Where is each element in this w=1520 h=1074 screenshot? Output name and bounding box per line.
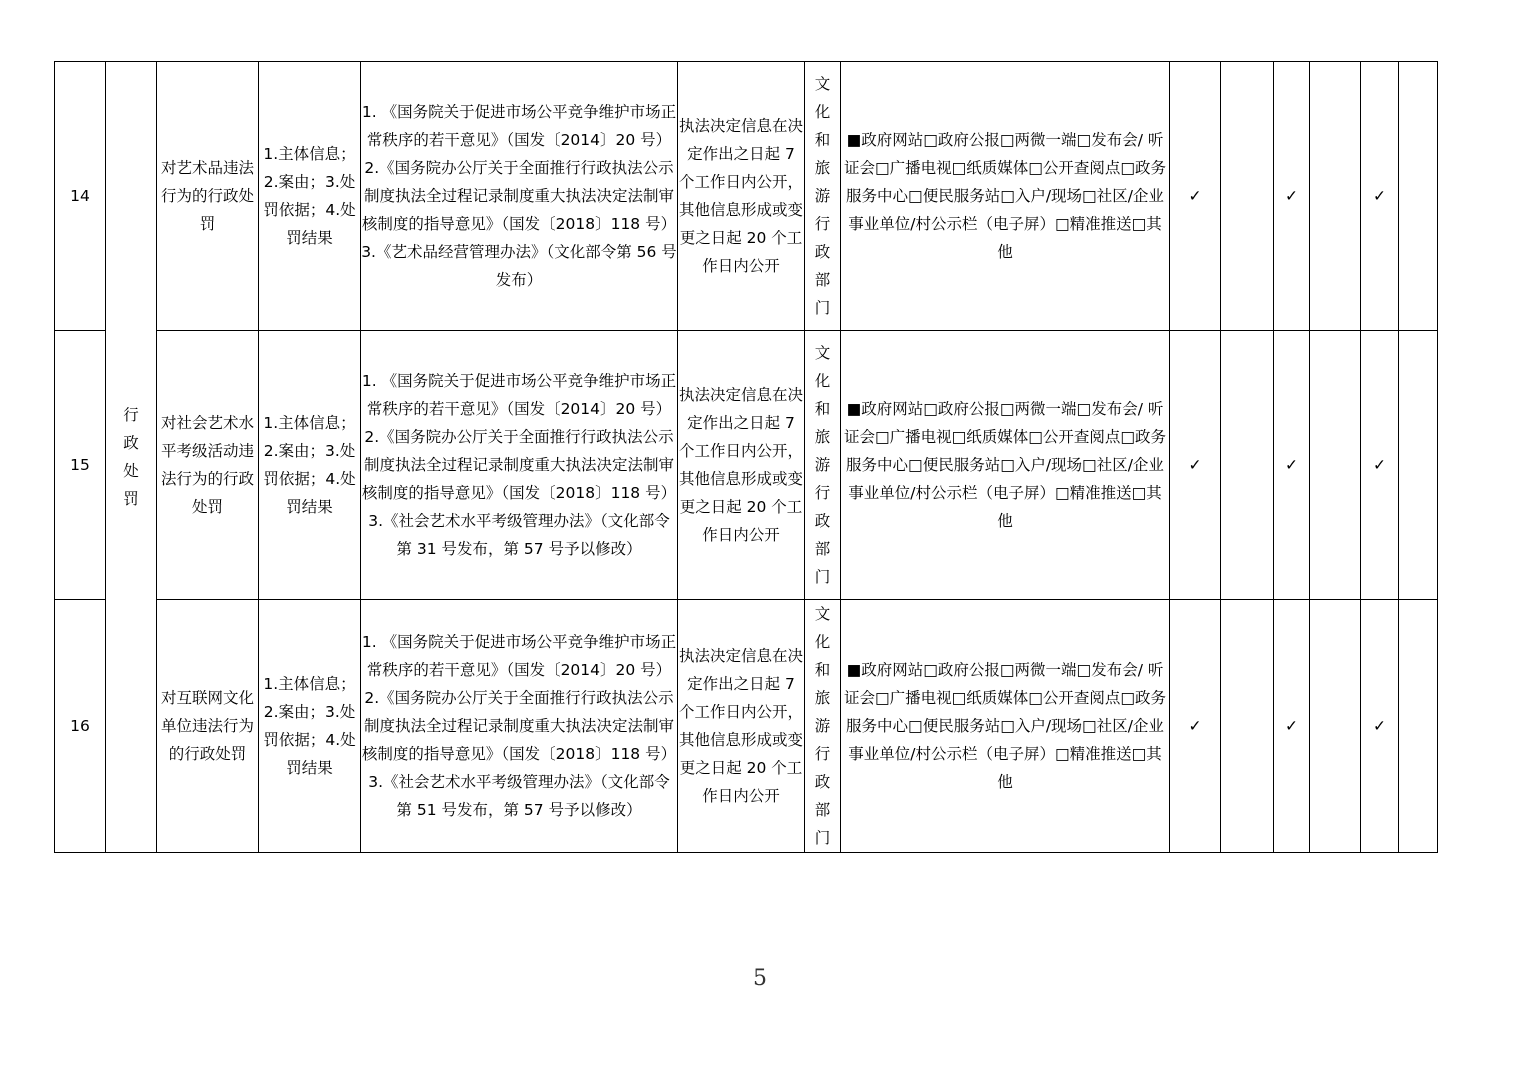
check-mark-cell: ✓ bbox=[1170, 62, 1221, 331]
check-mark-cell bbox=[1399, 600, 1438, 853]
disclosure-timing: 执法决定信息在决定作出之日起 7 个工作日内公开，其他信息形成或变更之日起 20 个工作日内公开 bbox=[678, 600, 805, 853]
check-mark-cell bbox=[1310, 600, 1361, 853]
check-mark-cell bbox=[1221, 331, 1274, 600]
disclosure-channels: ■政府网站□政府公报□两微一端□发布会/ 听证会□广播电视□纸质媒体□公开查阅点□政务服务中心□便民服务站□入户/现场□社区/企业事业单位/村公示栏（电子屏）□精准推送□其他 bbox=[841, 331, 1170, 600]
row-number: 14 bbox=[55, 62, 106, 331]
table-row bbox=[55, 62, 1438, 331]
disclosure-channels: ■政府网站□政府公报□两微一端□发布会/ 听证会□广播电视□纸质媒体□公开查阅点□政务服务中心□便民服务站□入户/现场□社区/企业事业单位/村公示栏（电子屏）□精准推送□其他 bbox=[841, 62, 1170, 331]
check-mark-cell: ✓ bbox=[1361, 331, 1399, 600]
check-mark-cell: ✓ bbox=[1361, 62, 1399, 331]
check-mark-cell bbox=[1221, 600, 1274, 853]
disclosure-content: 1.主体信息；2.案由；3.处罚依据；4.处罚结果 bbox=[259, 600, 361, 853]
item-name: 对社会艺术水平考级活动违法行为的行政处罚 bbox=[157, 331, 259, 600]
row-number: 16 bbox=[55, 600, 106, 853]
disclosure-timing: 执法决定信息在决定作出之日起 7 个工作日内公开，其他信息形成或变更之日起 20 个工作日内公开 bbox=[678, 331, 805, 600]
check-mark-cell bbox=[1221, 62, 1274, 331]
check-mark-cell: ✓ bbox=[1170, 600, 1221, 853]
check-mark-cell: ✓ bbox=[1274, 62, 1310, 331]
table-row bbox=[55, 331, 1438, 600]
check-mark-cell bbox=[1399, 62, 1438, 331]
disclosure-content: 1.主体信息；2.案由；3.处罚依据；4.处罚结果 bbox=[259, 62, 361, 331]
disclosure-timing: 执法决定信息在决定作出之日起 7 个工作日内公开，其他信息形成或变更之日起 20 个工作日内公开 bbox=[678, 62, 805, 331]
disclosure-subject: 文化和旅游行政部门 bbox=[805, 331, 841, 600]
category-cell bbox=[106, 62, 157, 853]
disclosure-subject: 文化和旅游行政部门 bbox=[805, 62, 841, 331]
disclosure-content: 1.主体信息；2.案由；3.处罚依据；4.处罚结果 bbox=[259, 331, 361, 600]
check-mark-cell bbox=[1310, 62, 1361, 331]
table-row bbox=[55, 600, 1438, 853]
disclosure-table bbox=[54, 61, 1438, 853]
legal-basis: 1. 《国务院关于促进市场公平竞争维护市场正常秩序的若干意见》（国发〔2014〕20 号）2.《国务院办公厅关于全面推行行政执法公示制度执法全过程记录制度重大执法决定法制审核制度的指导意见》（国发〔2018〕118 号）3.《艺术品经营管理办法》（文化部令第 56 号发布） bbox=[361, 62, 678, 331]
check-mark-cell: ✓ bbox=[1361, 600, 1399, 853]
disclosure-subject: 文化和旅游行政部门 bbox=[805, 600, 841, 853]
check-mark-cell bbox=[1399, 331, 1438, 600]
check-mark-cell: ✓ bbox=[1274, 600, 1310, 853]
legal-basis: 1. 《国务院关于促进市场公平竞争维护市场正常秩序的若干意见》（国发〔2014〕20 号）2.《国务院办公厅关于全面推行行政执法公示制度执法全过程记录制度重大执法决定法制审核制度的指导意见》（国发〔2018〕118 号）3.《社会艺术水平考级管理办法》（文化部令第 51 号发布，第 57 号予以修改） bbox=[361, 600, 678, 853]
disclosure-channels: ■政府网站□政府公报□两微一端□发布会/ 听证会□广播电视□纸质媒体□公开查阅点□政务服务中心□便民服务站□入户/现场□社区/企业事业单位/村公示栏（电子屏）□精准推送□其他 bbox=[841, 600, 1170, 853]
item-name: 对艺术品违法行为的行政处罚 bbox=[157, 62, 259, 331]
check-mark-cell: ✓ bbox=[1274, 331, 1310, 600]
check-mark-cell bbox=[1310, 331, 1361, 600]
check-mark-cell: ✓ bbox=[1170, 331, 1221, 600]
page-number: 5 bbox=[753, 966, 767, 991]
category-label: 行政处罚 bbox=[123, 406, 139, 508]
row-number: 15 bbox=[55, 331, 106, 600]
legal-basis: 1. 《国务院关于促进市场公平竞争维护市场正常秩序的若干意见》（国发〔2014〕20 号）2.《国务院办公厅关于全面推行行政执法公示制度执法全过程记录制度重大执法决定法制审核制度的指导意见》（国发〔2018〕118 号）3.《社会艺术水平考级管理办法》（文化部令第 31 号发布，第 57 号予以修改） bbox=[361, 331, 678, 600]
item-name: 对互联网文化单位违法行为的行政处罚 bbox=[157, 600, 259, 853]
